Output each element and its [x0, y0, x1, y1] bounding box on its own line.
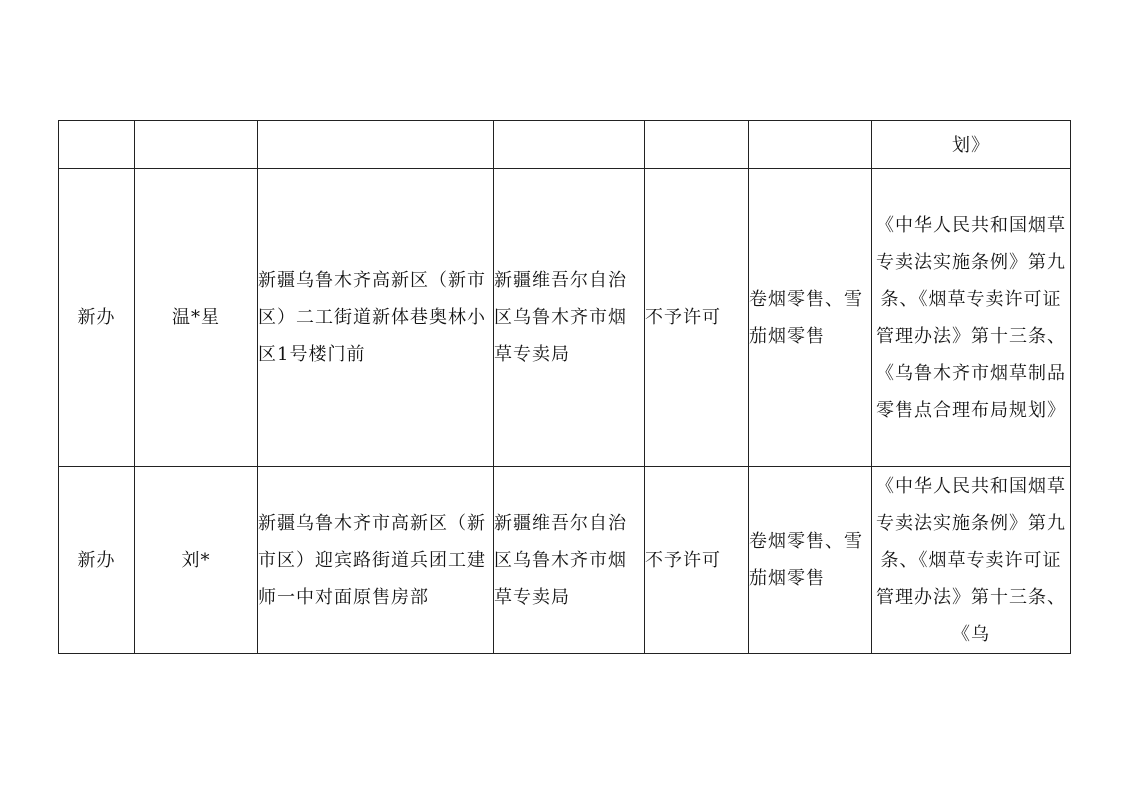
type-cell: 新办 — [59, 467, 135, 654]
permit-decision-table — [58, 120, 1071, 654]
authority-cell — [494, 169, 645, 467]
authority-text: 新疆维吾尔自治区乌鲁木齐市烟草专卖局 — [494, 270, 627, 365]
continued-scope-cell — [749, 121, 872, 169]
table-row — [59, 467, 1071, 654]
continued-row — [59, 121, 1071, 169]
authority-text: 新疆维吾尔自治区乌鲁木齐市烟草专卖局 — [494, 512, 627, 608]
name-cell: 温*星 — [135, 169, 258, 467]
continued-name-cell — [135, 121, 258, 169]
scope-text: 卷烟零售、雪茄烟零售 — [749, 288, 863, 347]
basis-cell — [872, 169, 1071, 467]
authority-cell — [494, 467, 645, 654]
name-cell: 刘* — [135, 467, 258, 654]
continued-authority-cell — [494, 121, 645, 169]
basis-text: 《中华人民共和国烟草专卖法实施条例》第九条、《烟草专卖许可证管理办法》第十三条、《乌 — [876, 475, 1066, 645]
scope-text: 卷烟零售、雪茄烟零售 — [749, 531, 863, 589]
scope-cell — [749, 169, 872, 467]
address-cell — [258, 467, 494, 654]
basis-cell — [872, 467, 1071, 654]
address-text: 新疆乌鲁木齐高新区（新市区）二工街道新体巷奥林小区1号楼门前 — [258, 270, 486, 365]
address-text: 新疆乌鲁木齐市高新区（新市区）迎宾路街道兵团工建师一中对面原售房部 — [258, 512, 486, 608]
continued-type-cell — [59, 121, 135, 169]
continued-result-cell — [645, 121, 749, 169]
continued-address-cell — [258, 121, 494, 169]
basis-text: 《中华人民共和国烟草专卖法实施条例》第九条、《烟草专卖许可证管理办法》第十三条、《乌鲁木齐市烟草制品零售点合理布局规划》 — [876, 214, 1066, 421]
continued-basis-text: 划》 — [952, 135, 990, 156]
type-cell: 新办 — [59, 169, 135, 467]
table-row — [59, 169, 1071, 467]
result-cell: 不予许可 — [645, 467, 749, 654]
scope-cell — [749, 467, 872, 654]
result-cell: 不予许可 — [645, 169, 749, 467]
address-cell — [258, 169, 494, 467]
continued-basis-cell — [872, 121, 1071, 169]
